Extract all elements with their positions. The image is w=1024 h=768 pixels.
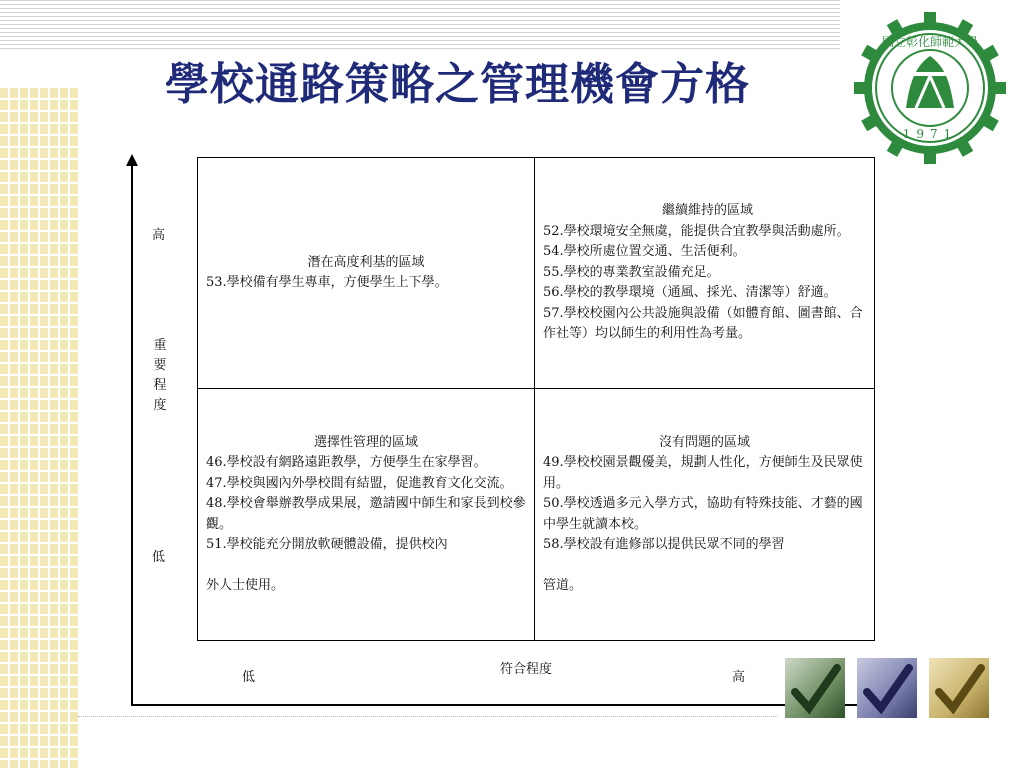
x-axis-title: 符合程度 xyxy=(500,662,553,677)
y-axis-line xyxy=(131,162,133,706)
decorative-check-image xyxy=(785,658,845,718)
decorative-check-image xyxy=(857,658,917,718)
quadrant-item: 48.學校會舉辦教學成果展，邀請國中師生和家長到校參觀。 xyxy=(206,496,526,532)
decorative-dotted-line xyxy=(78,716,778,717)
svg-text:國立彰化師範大學: 國立彰化師範大學 xyxy=(881,35,979,49)
quadrant-item: 55.學校的專業教室設備充足。 xyxy=(543,264,720,280)
svg-text:1971: 1971 xyxy=(902,127,958,141)
quadrant-item: 49.學校校園景觀優美，規劃人性化，方便師生及民眾使用。 xyxy=(543,455,863,491)
decorative-stripes-top xyxy=(0,0,840,50)
quadrant-top-left xyxy=(198,158,535,389)
opportunity-matrix xyxy=(197,157,875,641)
quadrant-bottom-left xyxy=(198,389,535,640)
y-axis-high-label: 高 xyxy=(152,228,166,243)
quadrant-item: 57.學校校園內公共設施與設備（如體育館、圖書館、合作社等）均以師生的利用性為考量。 xyxy=(543,305,863,342)
x-axis-low-label: 低 xyxy=(242,670,256,685)
slide-title: 學校通路策略之管理機會方格 xyxy=(165,59,750,110)
quadrant-item: 58.學校設有進修部以提供民眾不同的學習 xyxy=(543,537,785,553)
university-seal-logo xyxy=(850,8,1010,168)
y-axis-arrow-icon xyxy=(126,154,138,166)
quadrant-item: 管道。 xyxy=(543,577,583,593)
y-axis-low-label: 低 xyxy=(152,550,166,565)
quadrant-item: 56.學校的教學環境（通風、採光、清潔等）舒適。 xyxy=(543,285,837,301)
quadrant-title: 選擇性管理的區域 xyxy=(313,434,418,450)
quadrant-item: 53.學校備有學生專車，方便學生上下學。 xyxy=(206,275,448,290)
quadrant-item: 51.學校能充分開放軟硬體設備，提供校內 xyxy=(206,537,448,553)
quadrant-item: 54.學校所處位置交通、生活便利。 xyxy=(543,244,746,260)
quadrant-top-right xyxy=(535,158,874,389)
quadrant-item: 52.學校環境安全無虞，能提供合宜教學與活動處所。 xyxy=(543,223,850,239)
y-axis-title: 重 要 程 度 xyxy=(153,338,167,413)
quadrant-title: 潛在高度利基的區域 xyxy=(307,254,425,270)
quadrant-item: 46.學校設有網路遠距教學，方便學生在家學習。 xyxy=(206,455,487,471)
decorative-check-image xyxy=(929,658,989,718)
quadrant-item: 47.學校與國內外學校間有結盟，促進教育文化交流。 xyxy=(206,475,513,491)
x-axis-high-label: 高 xyxy=(732,670,746,685)
quadrant-bottom-right xyxy=(535,389,874,640)
quadrant-item: 外人士使用。 xyxy=(206,577,285,593)
quadrant-title: 沒有問題的區域 xyxy=(658,434,750,450)
decorative-pattern-left xyxy=(0,88,78,768)
quadrant-title: 繼續維持的區域 xyxy=(661,203,753,219)
quadrant-item: 50.學校透過多元入學方式，協助有特殊技能、才藝的國中學生就讀本校。 xyxy=(543,496,863,532)
x-axis-line xyxy=(131,704,866,706)
